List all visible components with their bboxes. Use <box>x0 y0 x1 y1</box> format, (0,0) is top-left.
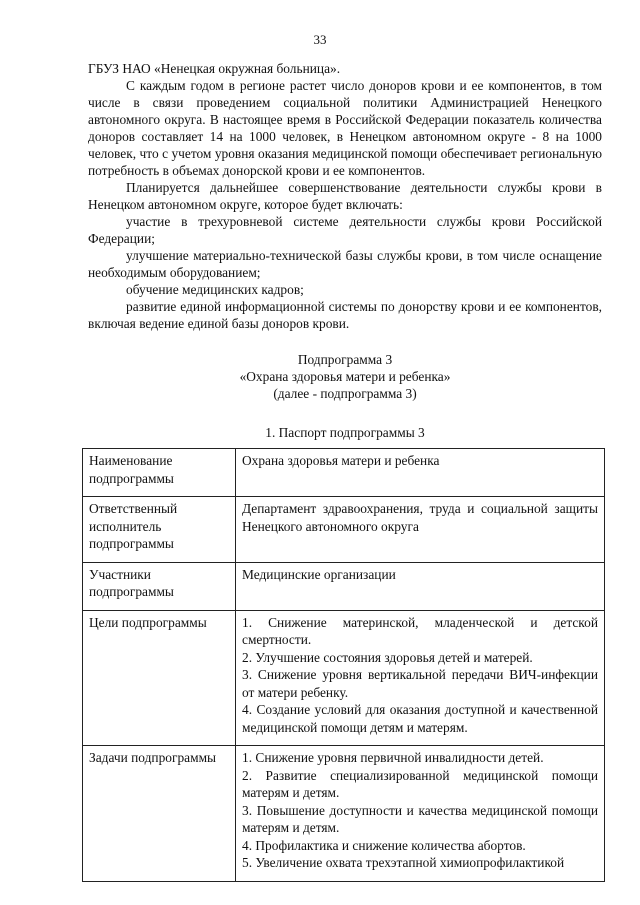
value-line: 4. Профилактика и снижение количества абортов. <box>242 837 526 853</box>
value-line: 1. Снижение материнской, младенческой и детской смертности. <box>242 614 598 647</box>
value-line: 2. Развитие специализированной медицинской помощи матерям и детям. <box>242 767 598 800</box>
row-label: Задачи подпрограммы <box>83 746 236 882</box>
value-line: 5. Увеличение охвата трехэтапной химиопрофилактикой <box>242 855 565 870</box>
row-value <box>236 746 605 882</box>
passport-table <box>82 448 605 882</box>
list-item: участие в трехуровневой системе деятельности службы крови Российской Федерации; <box>88 214 602 246</box>
value-line: Департамент здравоохранения, труда и социальной защиты Ненецкого автономного округа <box>242 501 598 534</box>
row-value <box>236 449 605 497</box>
subprogram-title: «Охрана здоровья матери и ребенка» <box>239 369 451 384</box>
row-value <box>236 562 605 610</box>
document-body <box>88 60 602 441</box>
row-label: Ответственный исполнитель подпрограммы <box>83 497 236 563</box>
table-row <box>83 449 605 497</box>
value-line: Охрана здоровья матери и ребенка <box>242 453 440 468</box>
subprogram-note: (далее - подпрограмма 3) <box>273 386 417 401</box>
section-title: 1. Паспорт подпрограммы 3 <box>265 425 425 440</box>
table-row <box>83 562 605 610</box>
table-row <box>83 497 605 563</box>
paragraph: С каждым годом в регионе растет число доноров крови и ее компонентов, в том числе в связи проведением социальной политики Администрацией Ненецкого автономного округа. В настоящее время в Российской Федерации показатель количества доноров составляет 14 на 1000 человек, в Ненецком автономном округе - 8 на 1000 человек, что с учетом уровня оказания медицинской помощи обеспечивает региональную потребность в объемах донорской крови и ее компонентов. <box>88 78 602 178</box>
row-label: Цели подпрограммы <box>83 610 236 746</box>
row-label: Наименование подпрограммы <box>83 449 236 497</box>
row-label: Участники подпрограммы <box>83 562 236 610</box>
table-row <box>83 610 605 746</box>
value-line: 4. Создание условий для оказания доступной и качественной медицинской помощи детям и матерям. <box>242 702 598 735</box>
paragraph: Планируется дальнейшее совершенствование деятельности службы крови в Ненецком автономном округе, которое будет включать: <box>88 180 602 212</box>
value-line: 3. Снижение уровня вертикальной передачи ВИЧ-инфекции от матери ребенку. <box>242 667 598 700</box>
row-value <box>236 610 605 746</box>
value-line: 1. Снижение уровня первичной инвалидности детей. <box>242 750 544 765</box>
list-item: развитие единой информационной системы по донорству крови и ее компонентов, включая ведение единой базы доноров крови. <box>88 299 602 331</box>
value-line: Медицинские организации <box>242 566 396 582</box>
row-value <box>236 497 605 563</box>
value-line: 3. Повышение доступности и качества медицинской помощи матерям и детям. <box>242 802 598 835</box>
list-item: улучшение материально-технической базы службы крови, в том числе оснащение необходимым оборудованием; <box>88 248 602 280</box>
table-row <box>83 746 605 882</box>
value-line: 2. Улучшение состояния здоровья детей и матерей. <box>242 649 533 665</box>
page-number: 33 <box>313 32 327 47</box>
paragraph: ГБУЗ НАО «Ненецкая окружная больница». <box>88 61 341 76</box>
subprogram-number: Подпрограмма 3 <box>297 352 393 367</box>
list-item: обучение медицинских кадров; <box>126 282 304 297</box>
